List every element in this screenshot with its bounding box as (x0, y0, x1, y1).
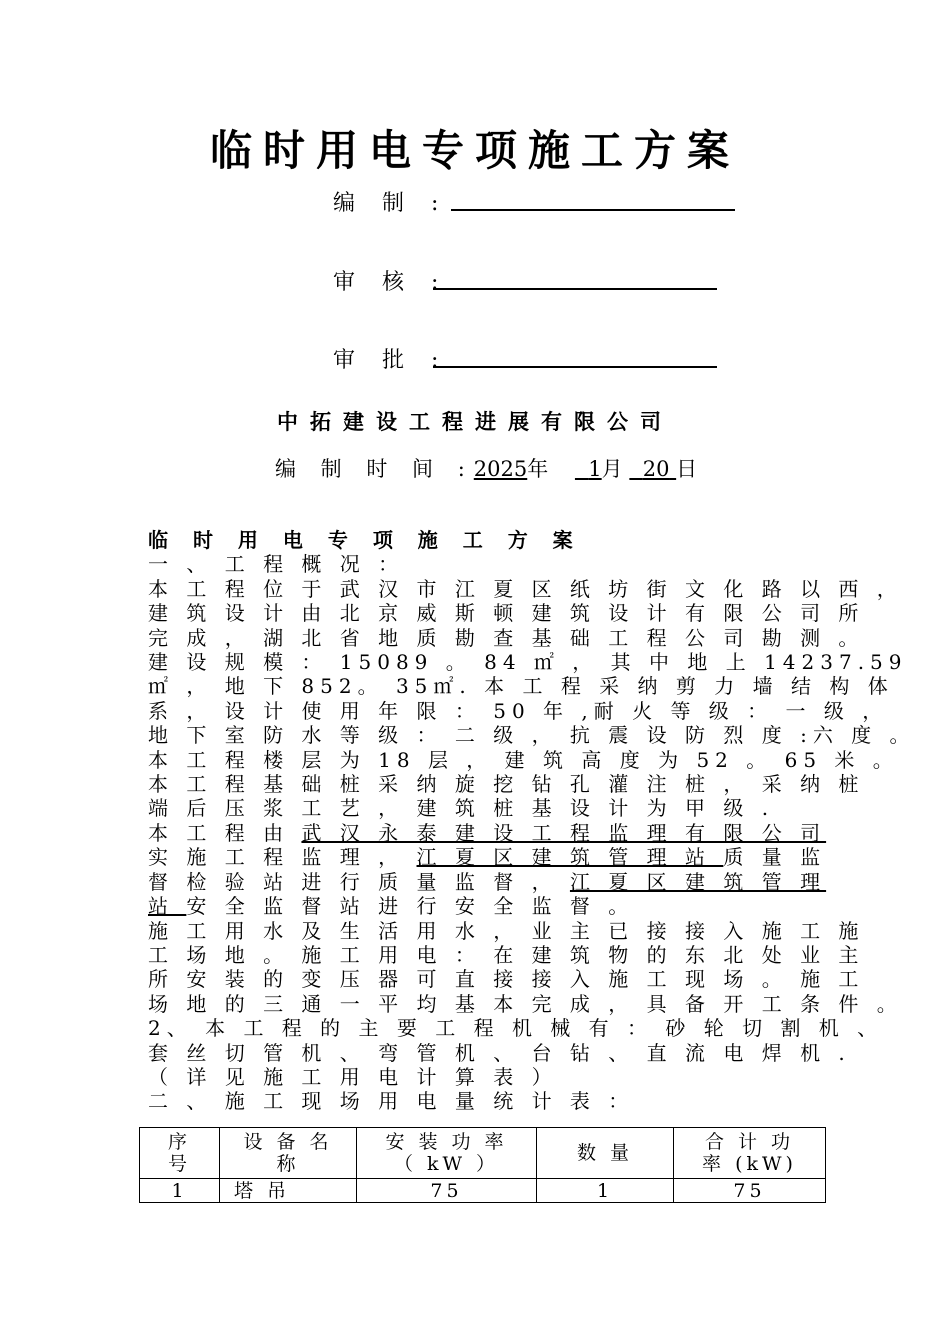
table-row (140, 1179, 826, 1203)
month-unit: 月 (601, 457, 623, 481)
prepared-by-line (451, 209, 735, 211)
prepared-by-label: 编 制 : (333, 191, 449, 216)
body-line: 建 设 规 模 ： 15089 。 84 ㎡ ， 其 中 地 上 14237.59 (148, 650, 908, 675)
header-device: 设 备 名 称 (220, 1128, 357, 1179)
document-title: 临时用电专项施工方案 (209, 126, 740, 175)
supervision-line-2: 实 施 工 程 监 理 ， 江 夏 区 建 筑 管 理 站 质 量 监 (148, 845, 827, 870)
body-line: 二 、 施 工 现 场 用 电 量 统 计 表 ： (148, 1089, 635, 1114)
body-line: 套 丝 切 管 机 、 弯 管 机 、 台 钻 、 直 流 电 焊 机 . (148, 1040, 851, 1065)
header-power: 安 装 功 率 （ kW ） (357, 1128, 537, 1179)
approved-by-line (433, 366, 717, 368)
header-qty: 数 量 (537, 1128, 674, 1179)
body-line: ㎡ ， 地 下 852。 35㎡. 本 工 程 采 纳 剪 力 墙 结 构 体 (148, 674, 894, 699)
reviewed-by-line (433, 288, 717, 290)
body-line: 2、 本 工 程 的 主 要 工 程 机 械 有 ： 砂 轮 切 割 机 、 (148, 1016, 884, 1041)
body-line: 地 下 室 防 水 等 级 ： 二 级 ， 抗 震 设 防 烈 度 :六 度 。 (148, 723, 916, 748)
cell-device: 塔 吊 (220, 1179, 357, 1203)
body-line: 端 后 压 浆 工 艺 ， 建 筑 桩 基 设 计 为 甲 级 . (148, 796, 775, 821)
year-unit: 年 (527, 457, 549, 481)
body-line: 本 工 程 楼 层 为 18 层 ， 建 筑 高 度 为 52 。 65 米 。 (148, 747, 899, 772)
safety-station-a: 江 夏 区 建 筑 管 理 (569, 869, 827, 894)
power-usage-table (139, 1127, 826, 1203)
supervision-company: 武 汉 永 泰 建 设 工 程 监 理 有 限 公 司 (301, 820, 827, 845)
section-heading: 临 时 用 电 专 项 施 工 方 案 (148, 528, 582, 552)
body-line: 施 工 用 水 及 生 活 用 水 ， 业 主 已 接 接 入 施 工 施 (148, 918, 865, 943)
body-line: 本 工 程 基 础 桩 采 纳 旋 挖 钻 孔 灌 注 桩 ， 采 纳 桩 (148, 772, 865, 797)
body-line: 工 场 地 。 施 工 用 电 ： 在 建 筑 物 的 东 北 处 业 主 (148, 942, 865, 967)
supervision-line-4: 站 安 全 监 督 站 进 行 安 全 监 督 。 (148, 894, 635, 919)
cell-total: 75 (674, 1179, 826, 1203)
reviewed-by-label: 审 核 : (333, 270, 449, 295)
table-header-row (140, 1128, 826, 1179)
date-label: 编 制 时 间 : (275, 457, 474, 481)
body-line: 所 安 装 的 变 压 器 可 直 接 接 入 施 工 现 场 。 施 工 (148, 967, 865, 992)
body-text (148, 528, 916, 1114)
compile-date (275, 453, 697, 483)
cell-power: 75 (357, 1179, 537, 1203)
body-line: 系 ， 设 计 使 用 年 限 ： 50 年 ,耐 火 等 级 ： 一 级 ， (148, 698, 889, 723)
safety-station-b: 站 (148, 894, 187, 919)
cell-no: 1 (140, 1179, 220, 1203)
body-line: 完 成 ， 湖 北 省 地 质 勘 查 基 础 工 程 公 司 勘 测 。 (148, 625, 865, 650)
cell-qty: 1 (537, 1179, 674, 1203)
approved-by-label: 审 批 : (333, 348, 449, 373)
supervision-line-1: 本 工 程 由 武 汉 永 泰 建 设 工 程 监 理 有 限 公 司 (148, 820, 827, 845)
date-year: 2025 (473, 457, 528, 481)
body-line: （ 详 见 施 工 用 电 计 算 表 ） (148, 1064, 558, 1089)
company-name: 中拓建设工程进展有限公司 (277, 410, 673, 434)
supervision-line-3: 督 检 验 站 进 行 质 量 监 督 ， 江 夏 区 建 筑 管 理 (148, 869, 827, 894)
quality-station: 江 夏 区 建 筑 管 理 站 (416, 845, 724, 870)
day-unit: 日 (676, 457, 698, 481)
header-total: 合 计 功 率 (kW) (674, 1128, 826, 1179)
body-line: 建 筑 设 计 由 北 京 威 斯 顿 建 筑 设 计 有 限 公 司 所 (148, 601, 865, 626)
header-no: 序 号 (140, 1128, 220, 1179)
body-line: 一 、 工 程 概 况 ： (148, 552, 405, 577)
body-line: 场 地 的 三 通 一 平 均 基 本 完 成 ， 具 备 开 工 条 件 。 (148, 991, 903, 1016)
date-day: 20 (642, 457, 670, 481)
body-line: 本 工 程 位 于 武 汉 市 江 夏 区 纸 坊 街 文 化 路 以 西 ， (148, 576, 903, 601)
date-month: 1 (588, 457, 602, 481)
